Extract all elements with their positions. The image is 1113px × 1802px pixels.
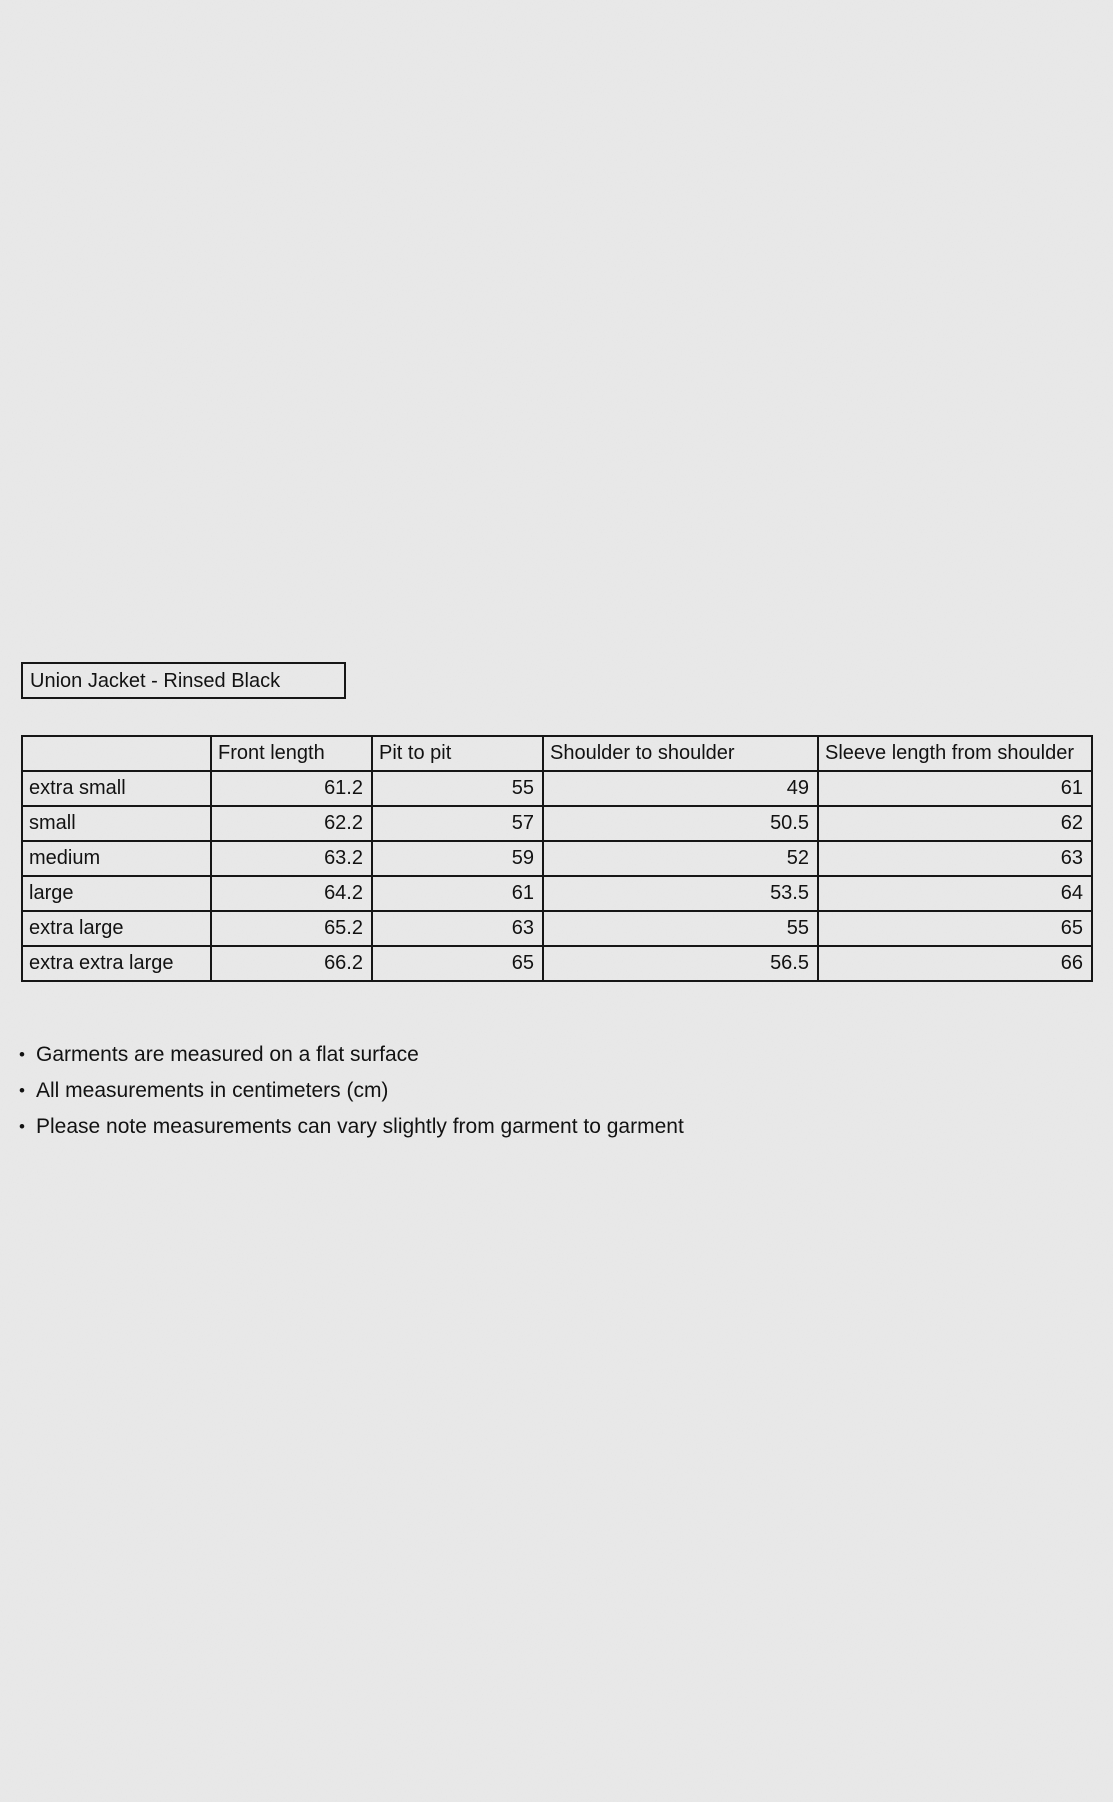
bullet-icon: •	[19, 1081, 25, 1100]
measurement-cell: 65.2	[211, 911, 372, 946]
table-row	[22, 771, 1092, 806]
measurement-cell: 64	[818, 876, 1092, 911]
column-header-shoulder-to-shoulder: Shoulder to shoulder	[543, 736, 818, 771]
measurement-cell: 64.2	[211, 876, 372, 911]
measurement-cell: 66	[818, 946, 1092, 981]
measurement-notes	[19, 1037, 684, 1145]
table-row	[22, 946, 1092, 981]
measurement-cell: 65	[372, 946, 543, 981]
size-label: extra small	[22, 771, 211, 806]
measurement-cell: 61	[818, 771, 1092, 806]
measurement-cell: 52	[543, 841, 818, 876]
measurement-cell: 53.5	[543, 876, 818, 911]
column-header-pit-to-pit: Pit to pit	[372, 736, 543, 771]
measurement-cell: 62.2	[211, 806, 372, 841]
table-header-row	[22, 736, 1092, 771]
measurement-cell: 49	[543, 771, 818, 806]
table-row	[22, 841, 1092, 876]
measurement-cell: 66.2	[211, 946, 372, 981]
bullet-icon: •	[19, 1045, 25, 1064]
product-title: Union Jacket - Rinsed Black	[30, 669, 281, 692]
size-chart-table	[21, 735, 1093, 982]
note-text: Please note measurements can vary slightly from garment to garment	[36, 1115, 684, 1138]
size-label: extra extra large	[22, 946, 211, 981]
product-title-box	[21, 662, 346, 699]
measurement-cell: 55	[372, 771, 543, 806]
measurement-cell: 55	[543, 911, 818, 946]
size-label: large	[22, 876, 211, 911]
bullet-icon: •	[19, 1117, 25, 1136]
table-row	[22, 806, 1092, 841]
size-label: medium	[22, 841, 211, 876]
note-item	[19, 1073, 684, 1109]
measurement-cell: 61	[372, 876, 543, 911]
measurement-cell: 65	[818, 911, 1092, 946]
measurement-cell: 63	[372, 911, 543, 946]
measurement-cell: 63.2	[211, 841, 372, 876]
size-label: small	[22, 806, 211, 841]
table-row	[22, 911, 1092, 946]
note-text: All measurements in centimeters (cm)	[36, 1079, 389, 1102]
column-header-size	[22, 736, 211, 771]
measurement-cell: 61.2	[211, 771, 372, 806]
note-item	[19, 1109, 684, 1145]
table-row	[22, 876, 1092, 911]
measurement-cell: 59	[372, 841, 543, 876]
measurement-cell: 50.5	[543, 806, 818, 841]
measurement-cell: 57	[372, 806, 543, 841]
measurement-cell: 56.5	[543, 946, 818, 981]
note-text: Garments are measured on a flat surface	[36, 1043, 419, 1066]
column-header-front-length: Front length	[211, 736, 372, 771]
column-header-sleeve-length: Sleeve length from shoulder	[818, 736, 1092, 771]
size-label: extra large	[22, 911, 211, 946]
measurement-cell: 62	[818, 806, 1092, 841]
measurement-cell: 63	[818, 841, 1092, 876]
note-item	[19, 1037, 684, 1073]
